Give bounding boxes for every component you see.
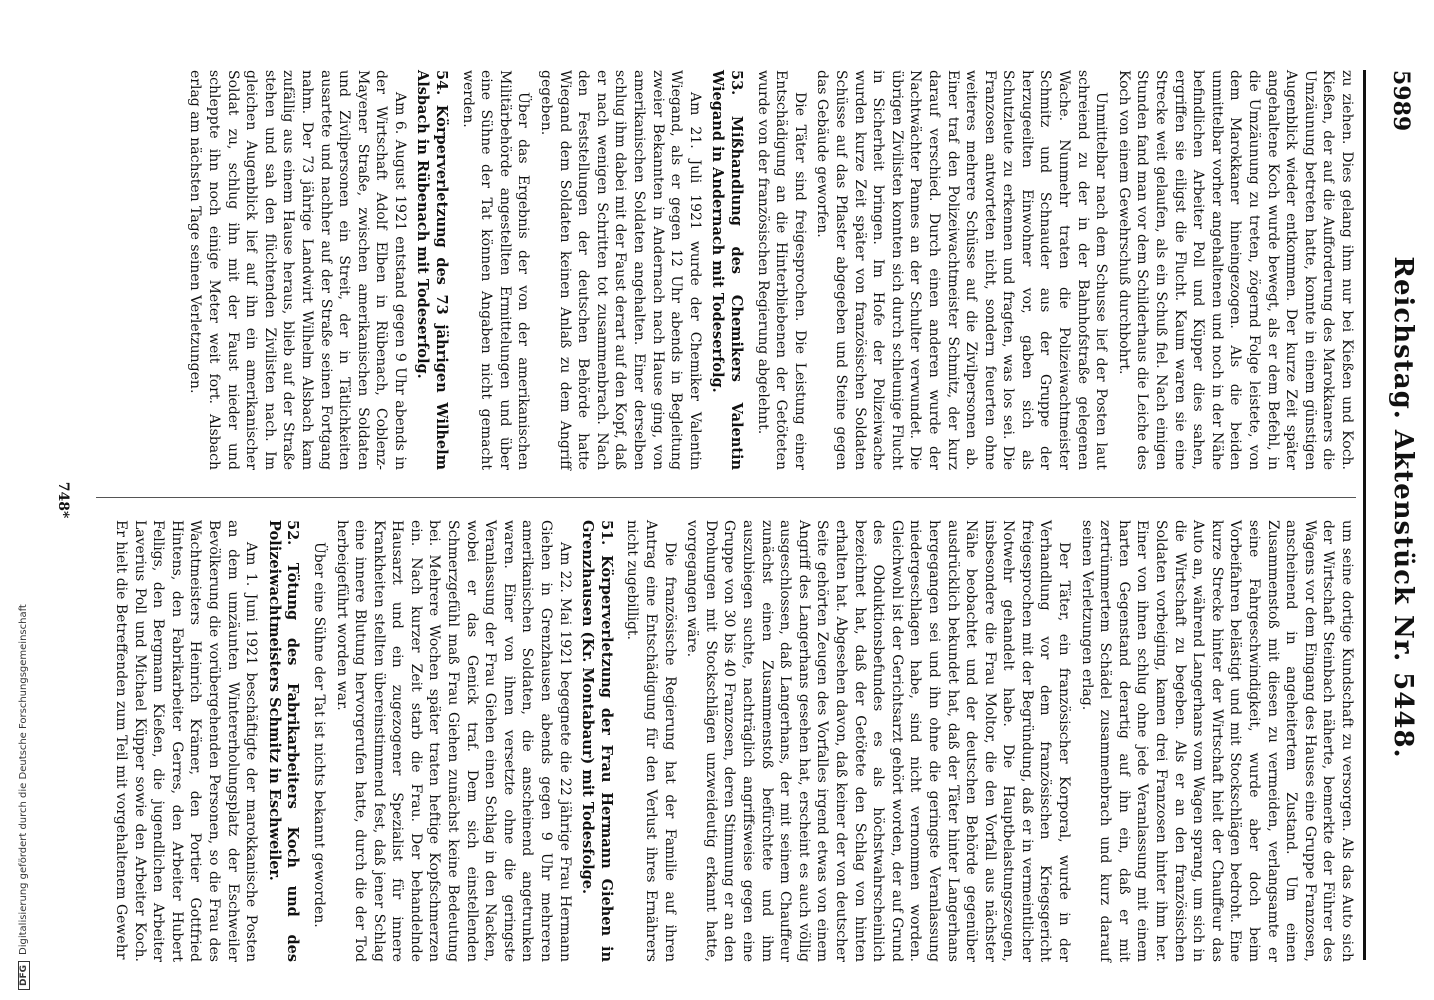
section-heading-54: 54. Körperverletzung des 73 jährigen Wilhelm Alsbach in Rübenach mit Todeserfolg.: [414, 70, 451, 470]
paragraph: Am 1. Juni 1921 beschäftigte der marokkanische Posten an dem umzäunten Wintererholungsplatz der Eschweiler Bevölkerung die vorübergehenden Personen, so die Frau des Wachtmeisters Heinrich Krämer, den Portier Gottfried Hintens, den Fabrikarbeiter Gerres, den Arbeiter Hubert Felligs, den Bergmann Kießen, die jugendlichen Arbeiter Laverius Poll und Michael Küpper sowie den Arbeiter Koch. Er hielt die Betreffenden zum Teil mit vorgehaltenem Gewehr: [113, 520, 260, 962]
paragraph: Am 22. Mai 1921 begegnete die 22 jährige Frau Hermann Giehen in Grenzhausen abends gegen 9 Uhr mehreren amerikanischen Soldaten, die anscheinend angetrunken waren. Einer von ihnen versetzte ohne die geringste Veranlassung der Frau Giehen einen Schlag in den Nacken, wobei er das Genick traf. Dem sich einstellenden Schmerzgefühl maß Frau Giehen zunächst keine Bedeutung bei. Mehrere Wochen später traten heftige Kopfschmerzen ein. Nach kurzer Zeit starb die Frau. Der behandelnde Hausarzt und ein zugezogener Spezialist für innere Krankheiten stellten übereinstimmend fest, daß jener Schlag eine innere Blutung hervorgerufen hatte, durch die der Tod herbeigeführt worden war.: [333, 520, 573, 962]
page-header: [1382, 70, 1424, 945]
section-heading-53: 53. Mißhandlung des Chemikers Valentin Wiegand in Andernach mit Todeserfolg.: [709, 70, 745, 470]
right-column: [107, 520, 1356, 962]
column-divider: [96, 497, 1356, 498]
footer-signature: 748*: [55, 481, 71, 519]
left-column: [182, 70, 1356, 470]
paragraph: Am 6. August 1921 entstand gegen 9 Uhr abends in der Wirtschaft Adolf Elben in Rübenach, Coblenz-Mayener Straße, zwischen amerikanischen Soldaten und Zivilpersonen ein Streit, der in Tätlichkeiten ausartete und nachher auf der Straße seinen Fortgang nahm. Der 73 jährige Landwirt Wilhelm Alsbach kam zufällig aus einem Hause heraus, blieb auf der Straße stehen und sah den flüchtenden Zivilisten nach. Im gleichen Augenblick lief auf ihn ein amerikanischer Soldat zu, schlug ihn mit der Faust nieder und schleppte ihn noch einige Meter weit fort. Alsbach erlag am nächsten Tage seinen Verletzungen.: [187, 70, 408, 470]
paragraph: um seine dortige Kundschaft zu versorgen. Als das Auto sich der Wirtschaft Steinbach näherte, bemerkte der Führer des Wagens vor dem Eingang des Hauses eine Gruppe Franzosen, anscheinend in angeheitertem Zustand. Um einen Zusammenstoß mit diesen zu vermeiden, verlangsamte er seine Fahrgeschwindigkeit, wurde aber doch beim Vorbeifahren belästigt und mit Stockschlägen bedroht. Eine kurze Strecke hinter der Wirtschaft hielt der Chauffeur das Auto an, während Langerhans vom Wagen sprang, um sich in die Wirtschaft zu begeben. Als er an den französischen Soldaten vorbeiging, kamen drei Franzosen hinter ihm her. Einer von ihnen schlug ohne jede Veranlassung mit einem harten Gegenstand derartig auf ihn ein, daß er mit zertrümmertem Schädel zusammenbrach und kurz darauf seinen Verletzungen erlag.: [1078, 520, 1355, 962]
page-title: Reichstag. Aktenstück Nr. 5448.: [1388, 256, 1418, 759]
page-number: 5989: [1388, 70, 1414, 132]
section-heading-51: 51. Körperverletzung der Frau Hermann Giehen in Grenzhausen (Kr. Montabaur) mit Todesfolge.: [579, 520, 615, 962]
paragraph: Unmittelbar nach dem Schusse lief der Posten laut schreiend zu der in der Bahnhofstraße gelegenen Wache. Nunmehr traten die Polizeiwachtmeister Schmitz und Schnauder aus der Gruppe der herzugeeilten Einwohner vor, gaben sich als Schutzleute zu erkennen und fragten, was los sei. Die Franzosen antworteten nicht, sondern feuerten ohne weiteres mehrere Schüsse auf die Zivilpersonen ab. Einer traf den Polizeiwachtmeister Schmitz, der kurz darauf verschied. Durch einen anderen wurde der Nachtwächter Pannes an der Schulter verwundet. Die übrigen Zivilisten konnten sich durch schleunige Flucht in Sicherheit bringen. Im Hofe der Polizeiwache wurden kurze Zeit später von französischen Soldaten Schüsse auf das Pflaster abgegeben und Steine gegen das Gebäude geworfen.: [814, 70, 1110, 470]
paragraph: Über eine Sühne der Tat ist nichts bekannt geworden.: [310, 542, 327, 928]
paragraph: Die französische Regierung hat der Familie auf ihren Antrag eine Entschädigung für den Verlust ihres Ernährers nicht zugebilligt.: [624, 520, 678, 962]
section-heading-52: 52. Tötung des Fabrikarbeiters Koch und des Polizeiwachtmeisters Schmitz in Eschweiler.: [265, 520, 302, 962]
paragraph: Der Täter, ein französischer Korporal, wurde in der Verhandlung vor dem französischen Kriegsgericht freigesprochen mit der Begründung, daß er in vermeintlicher Notwehr gehandelt habe. Die Hauptbelastungszeugen, insbesondere die Frau Moltor, die den Vorfall aus nächster Nähe beobachtet und der deutschen Behörde gegenüber ausdrücklich bekundet hat, daß der Täter hinter Langerhans hergegangen sei und ihn ohne die geringste Veranlassung niedergeschlagen habe, sind nicht vernommen worden. Gleichwohl ist der Gerichtsarzt gehört worden, der auf Grund des Obduktionsbefundes es als höchstwahrscheinlich bezeichnet hat, daß der Getötete den Schlag von hinten erhalten hat. Abgesehen davon, daß keiner der von deutscher Seite gehörten Zeugen des Vorfalles irgend etwas von einem Angriff des Langerhans gesehen hat, erscheint es auch völlig ausgeschlossen, daß Langerhans, der mit seinem Chauffeur zunächst einen Zusammenstoß befürchtete und ihm auszubiegen suchte, nachträglich angriffsweise gegen eine Gruppe von 30 bis 40 Franzosen, deren Stimmung er an den Drohungen mit Stockschlägen unzweideutig erkannt hatte, vorgegangen wäre.: [684, 520, 1073, 962]
paragraph: zu ziehen. Dies gelang ihm nur bei Kießen und Koch. Kießen, der auf die Aufforderung des Marokkaners die Umzäunung betreten hatte, konnte in einem günstigen Augenblick wieder entkommen. Der kurze Zeit später angehaltene Koch wurde bewegt, als er dem Befehl, in die Umzäunung zu treten, zögernd Folge leistete, von dem Marokkaner hineingezogen. Als die beiden unmittelbar vorher angehaltenen und noch in der Nähe befindlichen Arbeiter Poll und Küpper dies sahen, ergriffen sie eiligst die Flucht. Kaum waren sie eine Strecke weit gelaufen, als ein Schuß fiel. Nach einigen Stunden fand man vor dem Schilderhaus die Leiche des Koch von einem Gewehrschuß durchbohrt.: [1115, 70, 1355, 470]
paragraph: Die Täter sind freigesprochen. Die Leistung einer Entschädigung an die Hinterbliebenen der Getöteten wurde von der französischen Regierung abgelehnt.: [754, 70, 808, 470]
header-rule: [1363, 70, 1366, 960]
paragraph: Über das Ergebnis der von der amerikanischen Militärbehörde angestellten Ermittelungen und über eine Sühne der Tat können Angaben nicht gemacht werden.: [459, 70, 532, 470]
paragraph: Am 21. Juli 1921 wurde der Chemiker Valentin Wiegand, als er gegen 12 Uhr abends in Begleitung zweier Bekannten in Andernach nach Hause ging, von amerikanischen Soldaten angehalten. Einer derselben schlug ihm dabei mit der Faust derart auf den Kopf, daß er nach wenigen Schritten tot zusammenbrach. Nach den Feststellungen der deutschen Behörde hatte Wiegand dem Soldaten keinen Anlaß zu dem Angriff gegeben.: [538, 70, 703, 470]
dfg-logo: DFG: [18, 961, 30, 990]
credit-text: Digitalisierung gefördert durch die Deutsche Forschungsgemeinschaft: [18, 604, 29, 955]
